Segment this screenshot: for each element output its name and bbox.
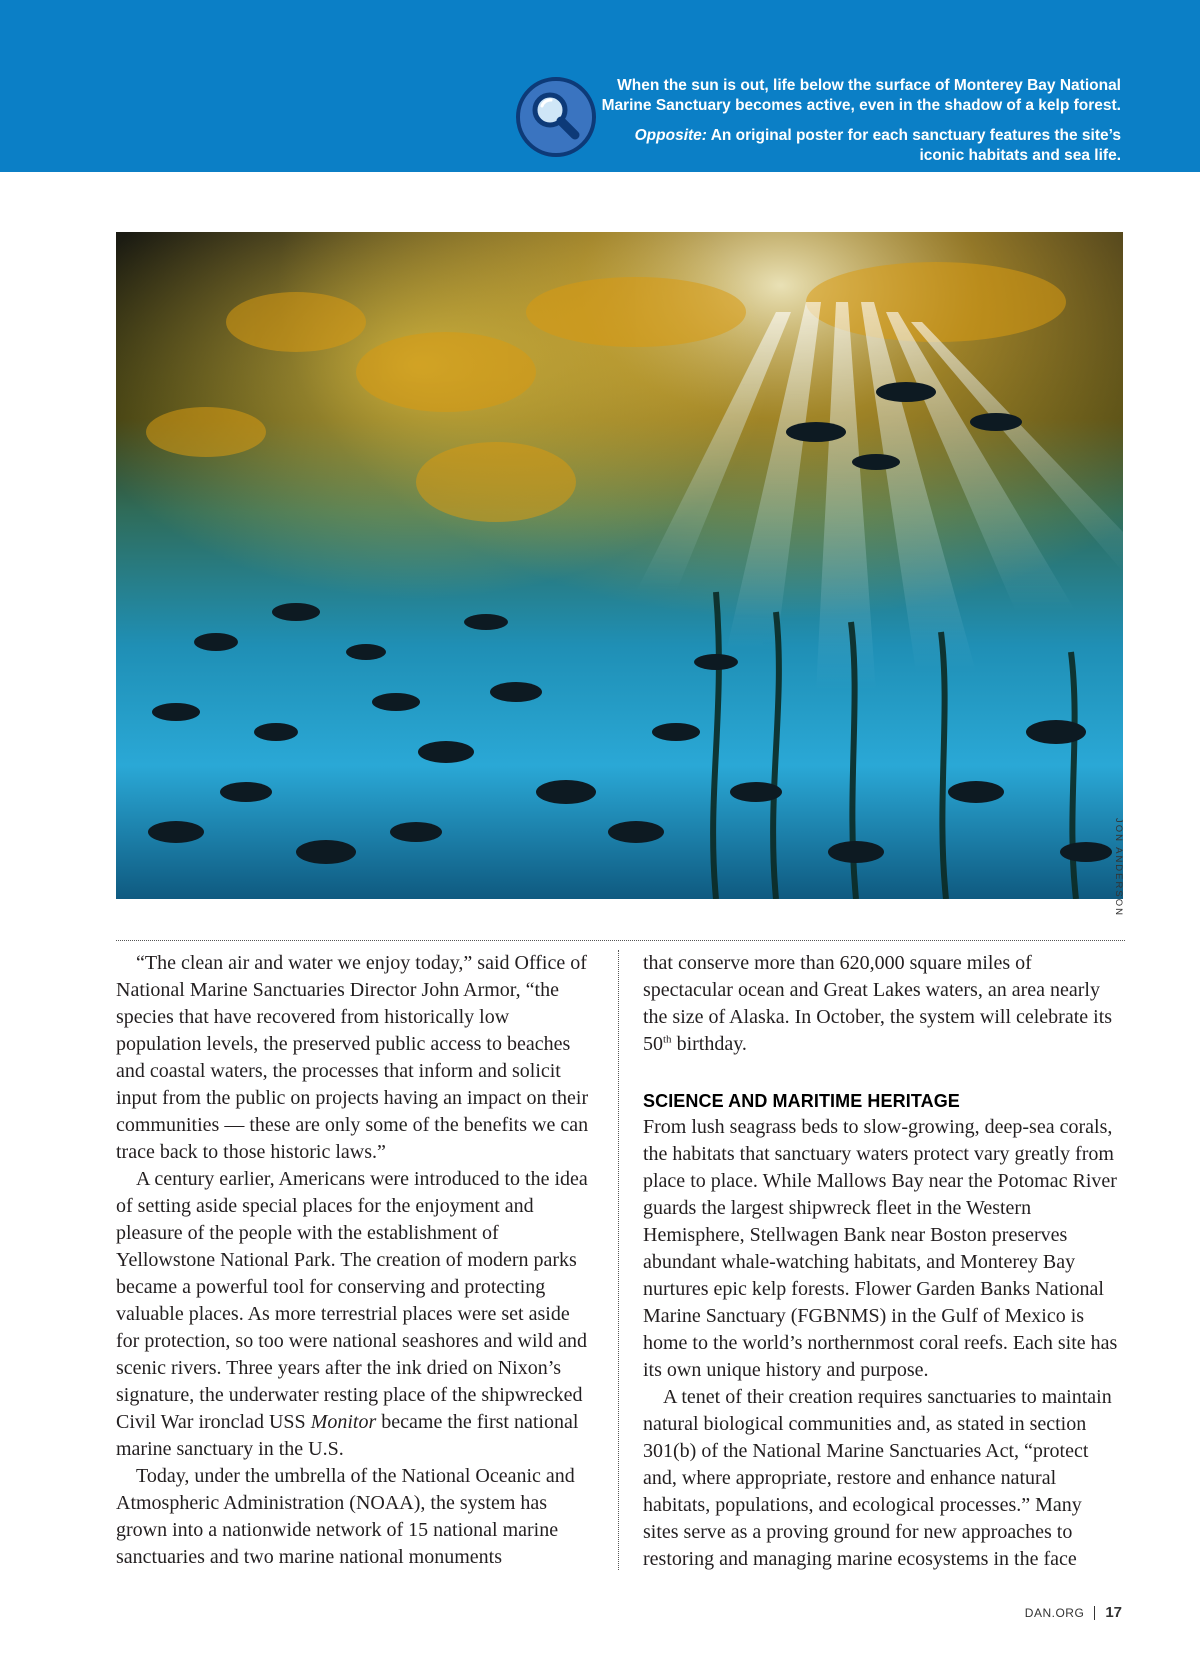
photo-credit: JON ANDERSON bbox=[1113, 818, 1124, 917]
right-paragraph-2: From lush seagrass beds to slow-growing, deep-sea corals, the habitats that sanctuary waters protect vary greatly from place to place. While Mallows Bay near the Potomac River guards the largest shipwreck fleet in the Western Hemisphere, Stellwagen Bank near Boston preserves abundant whale-watching habitats, and Monterey Bay nurtures epic kelp forests. Flower Garden Banks National Marine Sanctuary (FGBNMS) in the Gulf of Mexico is home to the world’s northernmost coral reefs. Each site has its own unique history and purpose. bbox=[643, 1116, 1118, 1381]
left-paragraph-2-end: became the first national marine sanctuary in the U.S. bbox=[116, 1411, 579, 1460]
right-paragraph-1-text: that conserve more than 620,000 square miles of spectacular ocean and Great Lakes waters, an area nearly the size of Alaska. In October, the system will celebrate its 50 bbox=[643, 952, 1113, 1055]
right-paragraph-1-end: birthday. bbox=[671, 1033, 747, 1055]
caption-banner bbox=[0, 0, 1200, 172]
photo-caption bbox=[601, 76, 1121, 165]
footer-separator bbox=[1094, 1606, 1095, 1620]
section-divider bbox=[116, 940, 1125, 941]
footer-site: DAN.ORG bbox=[1024, 1605, 1085, 1620]
page-number: 17 bbox=[1105, 1604, 1122, 1621]
kelp-forest-photo bbox=[116, 232, 1123, 899]
left-paragraph-3: Today, under the umbrella of the National Oceanic and Atmospheric Administration (NOAA), the system has grown into a nationwide network of 15 national marine sanctuaries and two marine national monuments bbox=[116, 1465, 575, 1568]
left-column bbox=[116, 950, 594, 1571]
left-paragraph-2-text: A century earlier, Americans were introduced to the idea of setting aside special places for the enjoyment and pleasure of the people with the establishment of Yellowstone National Park. The creation of modern parks became a powerful tool for conserving and protecting valuable places. As more terrestrial places were set aside for protection, so too were national seashores and wild and scenic rivers. Three years after the ink dried on Nixon’s signature, the underwater resting place of the shipwrecked Civil War ironclad USS bbox=[116, 1168, 588, 1433]
column-divider bbox=[618, 950, 619, 1570]
right-paragraph-3: A tenet of their creation requires sanctuaries to maintain natural biological communities and, as stated in section 301(b) of the National Marine Sanctuaries Act, “protect and, where appropriate, restore and enhance natural habitats, populations, and ecological processes.” Many sites serve as a proving ground for new approaches to restoring and managing marine ecosystems in the face bbox=[643, 1386, 1112, 1570]
left-paragraph-1: “The clean air and water we enjoy today,” said Office of National Marine Sanctuaries Director John Armor, “the species that have recovered from historically low population levels, the preserved public access to beaches and coastal waters, the processes that inform and solicit input from the public on projects having an impact on their communities — these are only some of the benefits we can trace back to those historic laws.” bbox=[116, 952, 589, 1163]
kelp-forest-illustration bbox=[116, 232, 1123, 899]
ordinal-suffix: th bbox=[663, 1033, 672, 1046]
magnifier-icon bbox=[515, 76, 597, 158]
caption-opposite-label: Opposite: bbox=[634, 127, 707, 144]
ship-name: Monitor bbox=[310, 1411, 377, 1433]
caption-main: When the sun is out, life below the surface of Monterey Bay National Marine Sanctuary becomes active, even in the shadow of a kelp forest. bbox=[601, 77, 1121, 114]
right-paragraph-1 bbox=[643, 950, 1121, 1058]
page-footer bbox=[1025, 1604, 1122, 1621]
left-paragraph-2 bbox=[116, 1166, 594, 1463]
caption-opposite bbox=[601, 126, 1121, 165]
caption-opposite-text: An original poster for each sanctuary features the site’s iconic habitats and sea life. bbox=[706, 127, 1121, 164]
right-column bbox=[643, 950, 1121, 1573]
section-heading: SCIENCE AND MARITIME HERITAGE bbox=[643, 1091, 960, 1111]
